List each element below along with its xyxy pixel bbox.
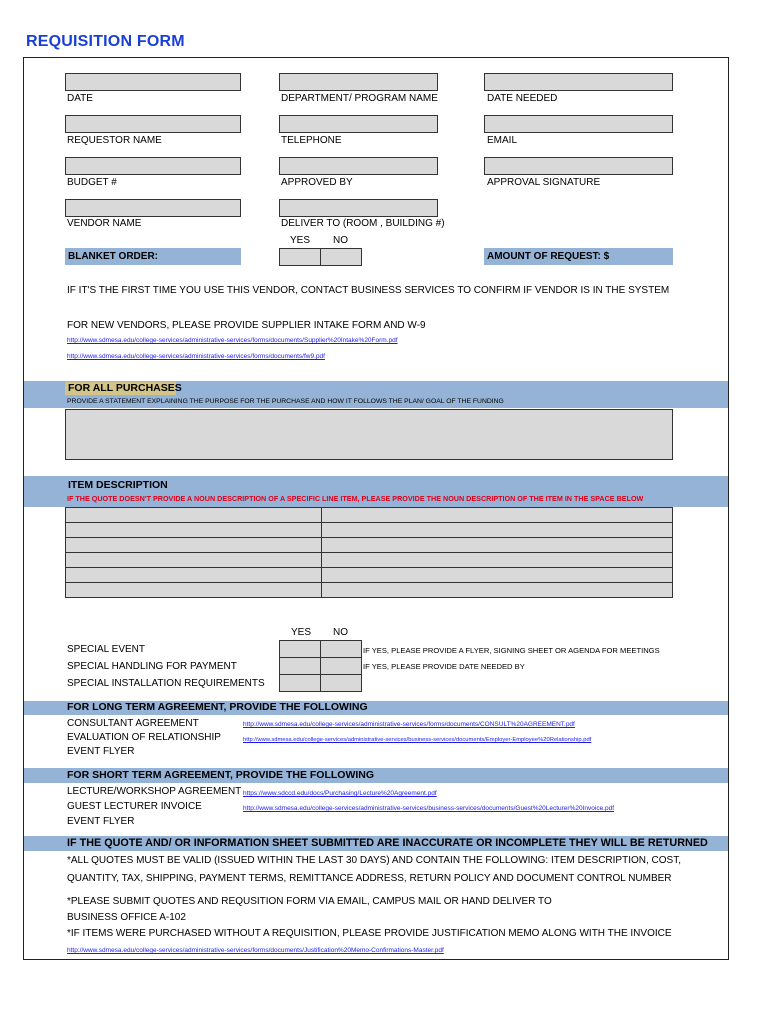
warning-line-5: *IF ITEMS WERE PURCHASED WITHOUT A REQUISITION, PLEASE PROVIDE JUSTIFICATION MEMO ALONG WITH THE INVOICE <box>67 928 672 939</box>
description-cell[interactable] <box>322 508 673 523</box>
justification-memo-link[interactable]: http://www.sdmesa.edu/college-services/administrative-services/forms/documents/Justification%20Memo-Confirmations-Master.pdf <box>67 947 444 954</box>
budget-label: BUDGET # <box>67 177 117 188</box>
item-cell[interactable] <box>66 508 322 523</box>
table-row <box>66 583 673 598</box>
email-label: EMAIL <box>487 135 518 146</box>
special-installation-label: SPECIAL INSTALLATION REQUIREMENTS <box>67 678 265 689</box>
table-row <box>66 553 673 568</box>
special-event-no-box[interactable] <box>320 640 362 658</box>
special-event-yes-box[interactable] <box>279 640 321 658</box>
short-term-heading: FOR SHORT TERM AGREEMENT, PROVIDE THE FOLLOWING <box>67 769 375 781</box>
item-cell[interactable] <box>66 538 322 553</box>
description-cell[interactable] <box>322 523 673 538</box>
guest-lecturer-label: GUEST LECTURER INVOICE <box>67 801 202 812</box>
long-term-heading: FOR LONG TERM AGREEMENT, PROVIDE THE FOLLOWING <box>67 701 368 713</box>
supplier-form-link[interactable]: http://www.sdmesa.edu/college-services/administrative-services/forms/documents/Supplier%20Intake%20Form.pdf <box>67 337 398 344</box>
all-purchases-instruction: PROVIDE A STATEMENT EXPLAINING THE PURPOSE FOR THE PURCHASE AND HOW IT FOLLOWS THE PLAN/ GOAL OF THE FUNDING <box>67 398 504 405</box>
table-row <box>66 523 673 538</box>
item-description-table <box>65 507 673 598</box>
item-cell[interactable] <box>66 553 322 568</box>
budget-input[interactable] <box>65 157 241 175</box>
department-label: DEPARTMENT/ PROGRAM NAME <box>281 93 438 104</box>
form-title: REQUISITION FORM <box>26 33 185 50</box>
description-cell[interactable] <box>322 553 673 568</box>
all-purchases-heading: FOR ALL PURCHASES <box>68 382 182 394</box>
table-row <box>66 538 673 553</box>
special-no-label: NO <box>333 627 348 638</box>
table-row <box>66 568 673 583</box>
special-handling-label: SPECIAL HANDLING FOR PAYMENT <box>67 661 237 672</box>
date-needed-label: DATE NEEDED <box>487 93 558 104</box>
item-cell[interactable] <box>66 583 322 598</box>
deliver-to-input[interactable] <box>279 199 438 217</box>
lecture-agreement-label: LECTURE/WORKSHOP AGREEMENT <box>67 786 242 797</box>
fw9-form-link[interactable]: http://www.sdmesa.edu/college-services/administrative-services/forms/documents/fw9.pdf <box>67 353 325 360</box>
special-handling-yes-box[interactable] <box>279 657 321 675</box>
email-input[interactable] <box>484 115 673 133</box>
special-handling-no-box[interactable] <box>320 657 362 675</box>
approved-by-label: APPROVED BY <box>281 177 353 188</box>
requestor-name-label: REQUESTOR NAME <box>67 135 162 146</box>
approved-by-input[interactable] <box>279 157 438 175</box>
blanket-no-box[interactable] <box>320 248 362 266</box>
special-event-label: SPECIAL EVENT <box>67 644 145 655</box>
item-description-heading: ITEM DESCRIPTION <box>68 479 168 491</box>
consultant-agreement-link[interactable]: http://www.sdmesa.edu/college-services/administrative-services/forms/documents/CONSULT%20AGREEMENT.pdf <box>243 721 575 728</box>
evaluation-relationship-label: EVALUATION OF RELATIONSHIP <box>67 732 221 743</box>
date-input[interactable] <box>65 73 241 91</box>
date-label: DATE <box>67 93 93 104</box>
item-cell[interactable] <box>66 568 322 583</box>
item-description-note: IF THE QUOTE DOESN'T PROVIDE A NOUN DESCRIPTION OF A SPECIFIC LINE ITEM, PLEASE PROVIDE THE NOUN DESCRIPTION OF THE ITEM IN THE SPACE BELOW <box>67 494 644 503</box>
purpose-statement-textarea[interactable] <box>65 409 673 460</box>
warning-line-1: *ALL QUOTES MUST BE VALID (ISSUED WITHIN THE LAST 30 DAYS) AND CONTAIN THE FOLLOWING: ITEM DESCRIPTION, COST, <box>67 855 681 866</box>
vendor-name-label: VENDOR NAME <box>67 218 142 229</box>
guest-lecturer-link[interactable]: http://www.sdmesa.edu/college-services/administrative-services/business-services/documents/Guest%20Lecturer%20Invoice.pdf <box>243 805 615 812</box>
special-installation-yes-box[interactable] <box>279 674 321 692</box>
warning-line-3: *PLEASE SUBMIT QUOTES AND REQUSITION FORM VIA EMAIL, CAMPUS MAIL OR HAND DELIVER TO <box>67 896 552 907</box>
approval-signature-input[interactable] <box>484 157 673 175</box>
short-term-event-flyer-label: EVENT FLYER <box>67 816 135 827</box>
special-event-note: IF YES, PLEASE PROVIDE A FLYER, SIGNING SHEET OR AGENDA FOR MEETINGS <box>363 646 660 655</box>
department-input[interactable] <box>279 73 438 91</box>
blanket-order-label: BLANKET ORDER: <box>68 251 158 262</box>
special-installation-no-box[interactable] <box>320 674 362 692</box>
warning-line-4: BUSINESS OFFICE A-102 <box>67 912 186 923</box>
special-handling-note: IF YES, PLEASE PROVIDE DATE NEEDED BY <box>363 662 525 671</box>
table-row <box>66 508 673 523</box>
vendor-name-input[interactable] <box>65 199 241 217</box>
evaluation-relationship-link[interactable]: http://www.sdmesa.edu/college-services/administrative-services/business-services/documents/Employer-Employee%20Relationship.pdf <box>243 737 592 743</box>
description-cell[interactable] <box>322 583 673 598</box>
consultant-agreement-label: CONSULTANT AGREEMENT <box>67 718 199 729</box>
description-cell[interactable] <box>322 568 673 583</box>
item-cell[interactable] <box>66 523 322 538</box>
description-cell[interactable] <box>322 538 673 553</box>
requestor-name-input[interactable] <box>65 115 241 133</box>
long-term-event-flyer-label: EVENT FLYER <box>67 746 135 757</box>
approval-signature-label: APPROVAL SIGNATURE <box>487 177 601 188</box>
new-vendor-note: FOR NEW VENDORS, PLEASE PROVIDE SUPPLIER INTAKE FORM AND W-9 <box>67 320 426 331</box>
first-time-vendor-note: IF IT'S THE FIRST TIME YOU USE THIS VENDOR, CONTACT BUSINESS SERVICES TO CONFIRM IF VENDOR IS IN THE SYSTEM <box>67 285 670 296</box>
blanket-yes-box[interactable] <box>279 248 321 266</box>
telephone-input[interactable] <box>279 115 438 133</box>
special-yes-label: YES <box>291 627 312 638</box>
warning-line-2: QUANTITY, TAX, SHIPPING, PAYMENT TERMS, REMITTANCE ADDRESS, RETURN POLICY AND DOCUMENT CONTROL NUMBER <box>67 873 672 884</box>
amount-request-label: AMOUNT OF REQUEST: $ <box>487 251 610 262</box>
lecture-agreement-link[interactable]: https://www.sdccd.edu/docs/Purchasing/Lecture%20Agreement.pdf <box>243 790 437 797</box>
deliver-to-label: DELIVER TO (ROOM , BUILDING #) <box>281 218 445 229</box>
date-needed-input[interactable] <box>484 73 673 91</box>
telephone-label: TELEPHONE <box>281 135 342 146</box>
blanket-yes-label: YES <box>290 235 311 246</box>
warning-heading: IF THE QUOTE AND/ OR INFORMATION SHEET SUBMITTED ARE INACCURATE OR INCOMPLETE THEY WILL BE RETURNED <box>67 837 708 849</box>
blanket-no-label: NO <box>333 235 348 246</box>
